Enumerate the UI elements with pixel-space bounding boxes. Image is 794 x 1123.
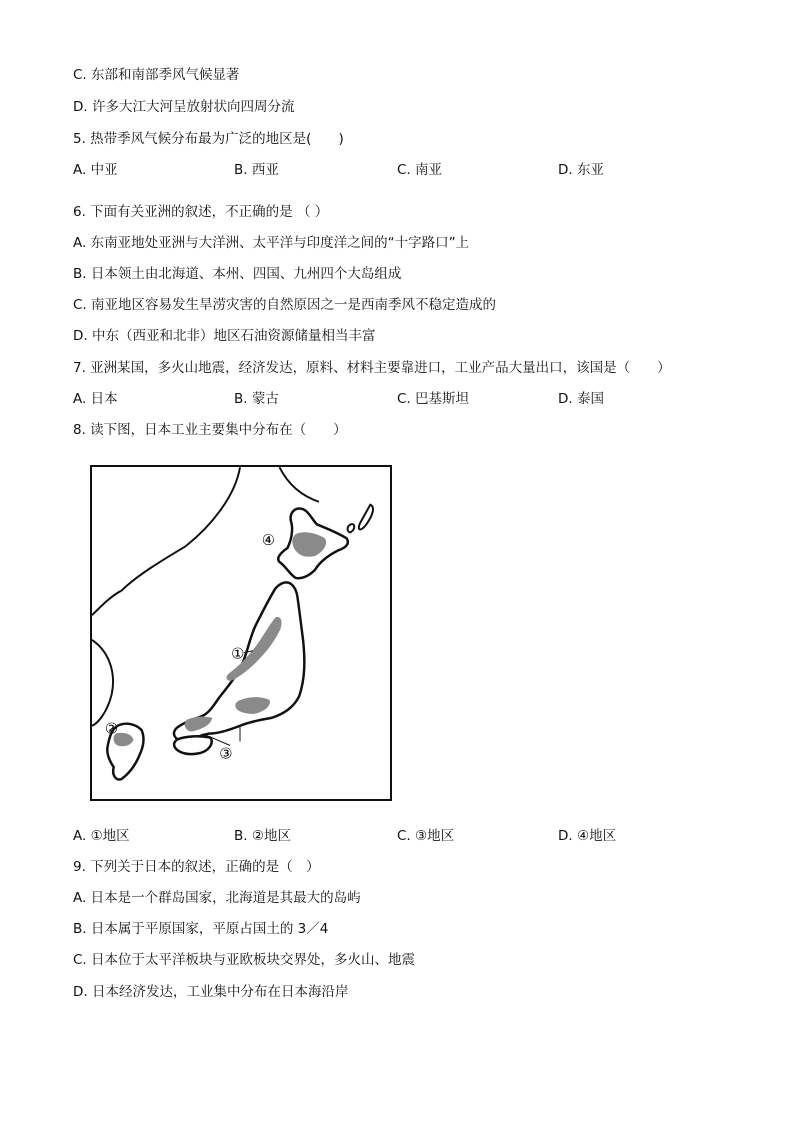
q8-option-b: B. ②地区 [234, 828, 291, 844]
q4-option-d: D. 许多大江大河呈放射状向四周分流 [73, 99, 295, 115]
q9-option-a: A. 日本是一个群岛国家，北海道是其最大的岛屿 [73, 890, 361, 906]
map-label-2: ② [104, 720, 119, 738]
q8-option-a: A. ①地区 [73, 828, 130, 844]
q7-option-c: C. 巴基斯坦 [397, 391, 470, 407]
shikoku-island [174, 736, 212, 754]
q6-option-c: C. 南亚地区容易发生旱涝灾害的自然原因之一是西南季风不稳定造成的 [73, 297, 497, 313]
q8-stem: 8. 读下图，日本工业主要集中分布在（ ） [73, 422, 347, 438]
q9-option-d: D. 日本经济发达，工业集中分布在日本海沿岸 [73, 984, 349, 1000]
q5-option-c: C. 南亚 [397, 162, 443, 178]
q7-option-a: A. 日本 [73, 391, 118, 407]
q6-option-b: B. 日本领土由北海道、本州、四国、九州四个大岛组成 [73, 266, 402, 282]
q7-option-b: B. 蒙古 [234, 391, 279, 407]
kuril-island [359, 505, 373, 530]
q4-option-c: C. 东部和南部季风气候显著 [73, 67, 240, 83]
mainland-coast [92, 467, 240, 615]
q5-option-b: B. 西亚 [234, 162, 279, 178]
q9-option-c: C. 日本位于太平洋板块与亚欧板块交界处，多火山、地震 [73, 952, 416, 968]
q6-option-a: A. 东南亚地处亚洲与大洋洲、太平洋与印度洋之间的“十字路口”上 [73, 235, 470, 251]
map-label-4: ④ [261, 532, 275, 550]
q8-option-d: D. ④地区 [558, 828, 617, 844]
map-label-1: ① [231, 645, 245, 663]
map-label-3: ③ [219, 745, 233, 763]
q8-option-c: C. ③地区 [397, 828, 455, 844]
q5-stem: 5. 热带季风气候分布最为广泛的地区是( ) [73, 131, 344, 147]
q5-option-a: A. 中亚 [73, 162, 118, 178]
q5-option-d: D. 东亚 [558, 162, 604, 178]
q7-stem: 7. 亚洲某国，多火山地震，经济发达，原料、材料主要靠进口，工业产品大量出口，该国是（ ） [73, 360, 671, 376]
mainland-northeast [279, 467, 318, 502]
q9-option-b: B. 日本属于平原国家，平原占国土的 3／4 [73, 921, 329, 937]
q6-option-d: D. 中东（西亚和北非）地区石油资源储量相当丰富 [73, 328, 376, 344]
q7-option-d: D. 泰国 [558, 391, 604, 407]
kuril-island-2 [348, 524, 355, 532]
q6-stem: 6. 下面有关亚洲的叙述，不正确的是 （ ） [73, 204, 329, 220]
q9-stem: 9. 下列关于日本的叙述，正确的是（ ） [73, 859, 320, 875]
korea-coast [92, 640, 113, 726]
japan-industry-map [90, 465, 392, 801]
